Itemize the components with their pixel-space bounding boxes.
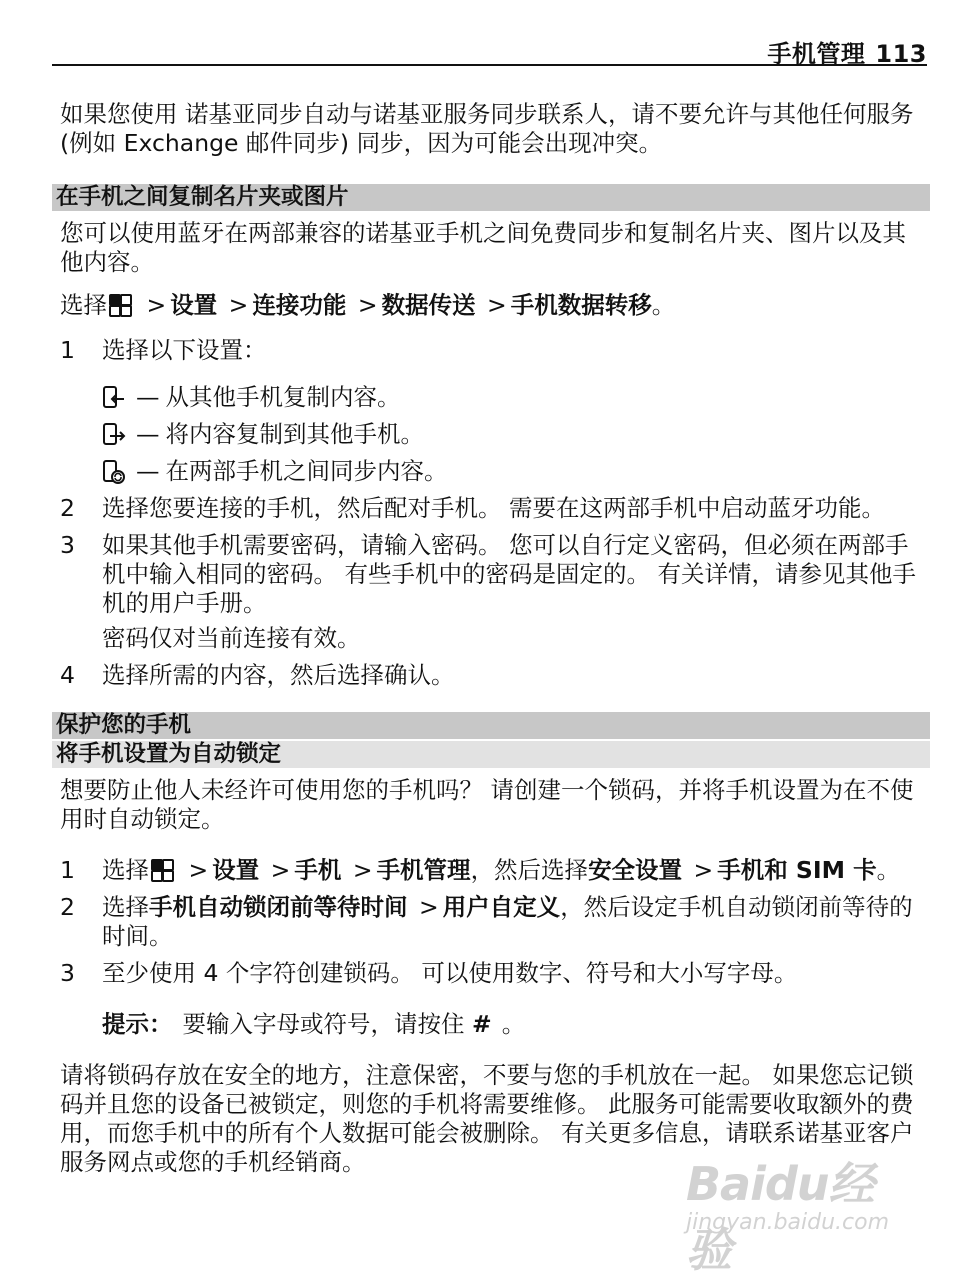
tip-paragraph xyxy=(102,1010,920,1039)
copy-to-phone-icon xyxy=(102,422,126,448)
path-item: 设置 xyxy=(212,856,260,884)
option-text: 将内容复制到其他手机。 xyxy=(165,420,424,448)
step-number: 3 xyxy=(60,959,75,987)
section-body: 想要防止他人未经许可使用您的手机吗？ 请创建一个锁码，并将手机设置为在不使用时自动锁定。 xyxy=(60,776,914,833)
step-number: 4 xyxy=(60,661,75,689)
tip-text: 要输入字母或符号，请按住 xyxy=(182,1010,465,1038)
step-item xyxy=(60,893,920,951)
intro-paragraph: 如果您使用 诺基亚同步自动与诺基亚服务同步联系人，请不要允许与其他任何服务 (例如 Exchange 邮件同步) 同步，因为可能会出现冲突。 xyxy=(60,100,914,157)
path-item: 手机和 SIM 卡 xyxy=(717,856,877,884)
option-text: 从其他手机复制内容。 xyxy=(165,383,401,411)
path-item: 手机管理 xyxy=(376,856,471,884)
option-dash: — xyxy=(136,420,160,448)
path-item: 安全设置 xyxy=(588,856,683,884)
section-protect-phone xyxy=(56,712,920,1177)
step-number: 2 xyxy=(60,893,75,921)
watermark-url: jingyan.baidu.com xyxy=(686,1210,890,1235)
option-dash: — xyxy=(136,457,160,485)
path-arrow: > xyxy=(487,291,507,319)
sync-phones-icon xyxy=(102,459,126,485)
step-text: 选择您要连接的手机，然后配对手机。 需要在这两部手机中启动蓝牙功能。 xyxy=(102,494,885,522)
path-item-phone-switch: 手机数据转移 xyxy=(510,291,652,319)
page-number: 113 xyxy=(875,40,927,68)
menu-grid-icon xyxy=(109,294,131,316)
page-content xyxy=(56,100,920,1177)
step-item xyxy=(60,494,920,523)
watermark-logo: Baidu经验 xyxy=(686,1157,874,1277)
step-text: 如果其他手机需要密码，请输入密码。 您可以自行定义密码，但必须在两部手机中输入相同的密码。 有些手机中的密码是固定的。 有关详情，请参见其他手机的用户手册。 xyxy=(102,531,916,617)
path-arrow: > xyxy=(270,856,291,884)
path-item: 手机 xyxy=(294,856,342,884)
step-number: 2 xyxy=(60,494,75,522)
step-text: 选择以下设置： xyxy=(102,336,267,364)
step-prefix: 选择 xyxy=(102,856,149,884)
step-item xyxy=(60,959,920,988)
option-copy-to xyxy=(102,420,920,449)
header-title-group xyxy=(767,34,927,69)
path-arrow: > xyxy=(693,856,714,884)
option-copy-from xyxy=(102,383,920,412)
menu-path xyxy=(60,291,920,320)
step-item xyxy=(60,661,920,690)
path-item-data-transfer: 数据传送 xyxy=(381,291,476,319)
path-arrow: > xyxy=(352,856,373,884)
path-end: 。 xyxy=(651,291,676,319)
step-item xyxy=(60,336,920,486)
step-rest: ，然后设定手机自动锁闭前等待的时间。 xyxy=(102,893,913,950)
tip-end: 。 xyxy=(501,1010,526,1038)
tip-label: 提示： xyxy=(102,1010,173,1038)
step-number: 1 xyxy=(60,856,75,884)
tip-key: # xyxy=(471,1010,492,1038)
step-item xyxy=(60,531,920,653)
path-arrow: > xyxy=(418,893,439,921)
section-copy-contacts xyxy=(56,184,920,690)
header-title: 手机管理 xyxy=(767,40,866,68)
page-header xyxy=(52,32,927,66)
path-prefix: 选择 xyxy=(60,291,107,319)
path-arrow: > xyxy=(357,291,378,319)
copy-from-phone-icon xyxy=(102,385,126,411)
path-arrow: > xyxy=(188,856,209,884)
step-end: 。 xyxy=(876,856,901,884)
path-arrow: > xyxy=(146,291,167,319)
option-dash: — xyxy=(136,383,160,411)
baidu-watermark xyxy=(686,1148,916,1277)
section-heading: 在手机之间复制名片夹或图片 xyxy=(52,184,930,211)
step-prefix: 选择 xyxy=(102,893,149,921)
section-body: 您可以使用蓝牙在两部兼容的诺基亚手机之间免费同步和复制名片夹、图片以及其他内容。 xyxy=(60,219,906,276)
step-mid: ，然后选择 xyxy=(470,856,589,884)
path-item-settings: 设置 xyxy=(170,291,218,319)
menu-grid-icon xyxy=(151,859,173,881)
path-item: 手机自动锁闭前等待时间 xyxy=(149,893,408,921)
closing-paragraph: 请将锁码存放在安全的地方，注意保密，不要与您的手机放在一起。 如果您忘记锁码并且您的设备已被锁定，则您的手机将需要维修。 此服务可能需要收取额外的费用，而您手机中的所有个人数据可能会被删除。 有关更多信息，请联系诺基亚客户服务网点或您的手机经销商。 xyxy=(60,1061,914,1176)
step-text: 选择所需的内容，然后选择确认。 xyxy=(102,661,455,689)
section-subheading: 将手机设置为自动锁定 xyxy=(52,741,930,768)
steps-list xyxy=(60,336,920,690)
path-item: 用户自定义 xyxy=(442,893,561,921)
path-item-connectivity: 连接功能 xyxy=(252,291,347,319)
option-text: 在两部手机之间同步内容。 xyxy=(165,457,448,485)
step-text: 至少使用 4 个字符创建锁码。 可以使用数字、符号和大小写字母。 xyxy=(102,959,798,987)
step-note: 密码仅对当前连接有效。 xyxy=(102,624,361,652)
path-arrow: > xyxy=(228,291,249,319)
step-item xyxy=(60,856,920,885)
steps-list xyxy=(60,856,920,988)
step-number: 1 xyxy=(60,336,75,364)
step-number: 3 xyxy=(60,531,75,559)
section-heading: 保护您的手机 xyxy=(52,712,930,739)
option-sync xyxy=(102,457,920,486)
